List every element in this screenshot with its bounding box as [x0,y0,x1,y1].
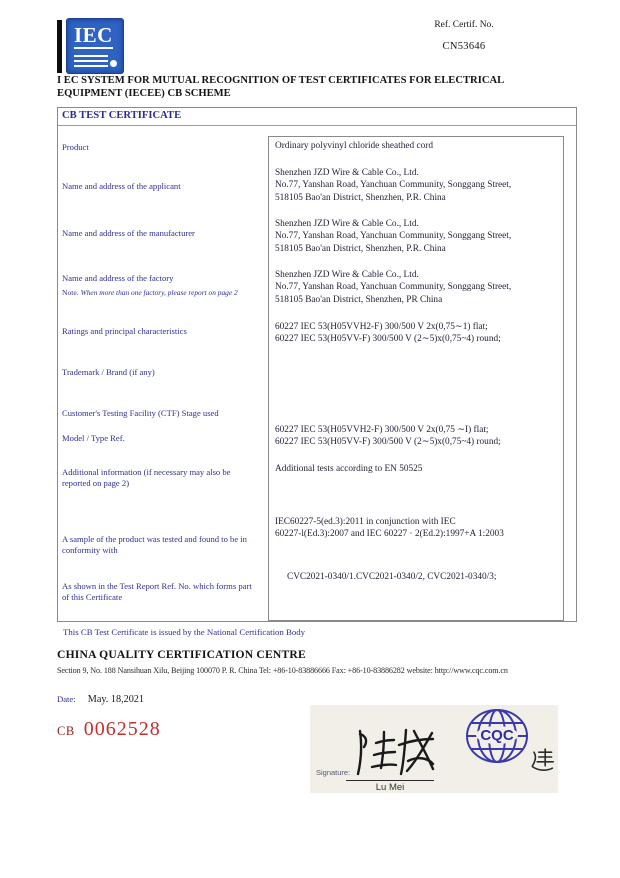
cert-row-conformity [58,507,576,563]
row-label: Additional information (if necessary may also be reported on page 2) [62,467,231,488]
date-value: May. 18,2021 [87,694,144,705]
signature-handwriting [348,723,443,778]
row-value: 60227 IEC 53(H05VVH2-F) 300/500 V 2x(0,75∼1) flat; 60227 IEC 53(H05VV-F) 300/500 V (2∼5)x(0,75~4) round; [268,316,564,361]
signature-name: Lu Mei [375,782,405,793]
row-label: A sample of the product was tested and found to be in conformity with [62,534,247,555]
row-value: Shenzhen JZD Wire & Cable Co., Ltd. No.77, Yanshan Road, Yanchuan Community, Songgang Street, 518105 Bao'an District, Shenzhen, P.R. China [268,215,564,264]
ref-certif-number: CN53646 [442,41,486,52]
cert-row-test-report [58,563,576,621]
cert-row-model-type [58,424,576,462]
iec-logo-line [74,60,108,62]
row-label: Name and address of the applicant [62,181,181,191]
ref-certif-block [404,20,524,52]
row-value: Ordinary polyvinyl chloride sheathed cord [268,136,564,165]
cert-row-applicant [58,165,576,215]
iec-logo-square [66,18,124,74]
iec-logo-bar [57,20,62,73]
certificate-box [57,107,577,622]
row-value: CVC2021-0340/1.CVC2021-0340/2, CVC2021-0340/3; [268,563,564,621]
svg-text:CQC: CQC [480,727,514,744]
row-label: As shown in the Test Report Ref. No. which forms part of this Certificate [62,581,252,602]
iec-logo [57,18,124,74]
row-label: Name and address of the manufacturer [62,228,195,238]
row-label: Trademark / Brand (if any) [62,367,155,377]
row-value: IEC60227-5(ed.3):2011 in conjunction with IEC 60227-l(Ed.3):2007 and IEC 60227 · 2(Ed.2):1997+A 1:2003 [268,507,564,563]
signature-label: Signature: [316,768,351,777]
spacer [58,126,576,136]
iec-logo-dot [110,60,117,67]
cert-row-manufacturer [58,215,576,264]
row-value: 60227 IEC 53(H05VVH2-F) 300/500 V 2x(0,75 ∼I) flat; 60227 IEC 53(H05VV-F) 300/500 V (2∼5)x(0,75~4) round; [268,424,564,462]
iec-logo-line [74,55,108,57]
row-value: Additional tests according to EN 50525 [268,462,564,507]
issued-by-note: This CB Test Certificate is issued by the National Certification Body [63,627,306,637]
date-label: Date: [57,694,76,704]
ncb-name: CHINA QUALITY CERTIFICATION CENTRE [57,648,306,661]
ncb-address: Section 9, No. 188 Nansihuan Xilu, Beijing 100070 P. R. China Tel: +86-10-83886666 Fax: +86-10-83886282 website: http://www.cqc.com.cn [57,666,508,675]
row-label: Ratings and principal characteristics [62,326,187,336]
cert-row-ratings [58,316,576,361]
row-value [268,361,564,405]
cert-row-ctf-stage [58,405,576,424]
signature-stamp-panel [310,705,558,793]
row-value [268,405,564,424]
scheme-title: I EC SYSTEM FOR MUTUAL RECOGNITION OF TEST CERTIFICATES FOR ELECTRICAL EQUIPMENT (IECEE) CB SCHEME [57,75,504,99]
row-label: Customer's Testing Facility (CTF) Stage used [62,408,219,418]
row-value: Shenzhen JZD Wire & Cable Co., Ltd. No.77, Yanshan Road, Yanchuan Community, Songgang Street, 518105 Bao'an District, Shenzhen, PR China [268,264,564,316]
cert-row-product [58,136,576,165]
signature-line [346,780,434,781]
stamp-character-jian [530,747,554,775]
certificate-title: CB TEST CERTIFICATE [58,108,576,126]
factory-note: Note. When more than one factory, please report on page 2 [62,287,238,297]
cb-number-row [57,718,161,741]
cert-row-additional-info [58,462,576,507]
cert-row-trademark [58,361,576,405]
date-row [57,694,144,705]
row-value: Shenzhen JZD Wire & Cable Co., Ltd. No.77, Yanshan Road, Yanchuan Community, Songgang Street, 518105 Bao'an District, Shenzhen, P.R. China [268,165,564,215]
cb-number: 0062528 [83,718,161,740]
row-label: Model / Type Ref. [62,433,125,443]
row-label: Name and address of the factory Note. When more than one factory, please report on page 2 [58,264,268,316]
iec-logo-text: IEC [74,23,113,47]
row-label: Product [62,142,89,152]
cqc-logo-icon [464,707,530,767]
cb-prefix: CB [57,724,75,738]
cert-row-factory [58,264,576,316]
iec-logo-line [74,65,108,67]
ref-certif-label: Ref. Certif. No. [434,20,494,30]
